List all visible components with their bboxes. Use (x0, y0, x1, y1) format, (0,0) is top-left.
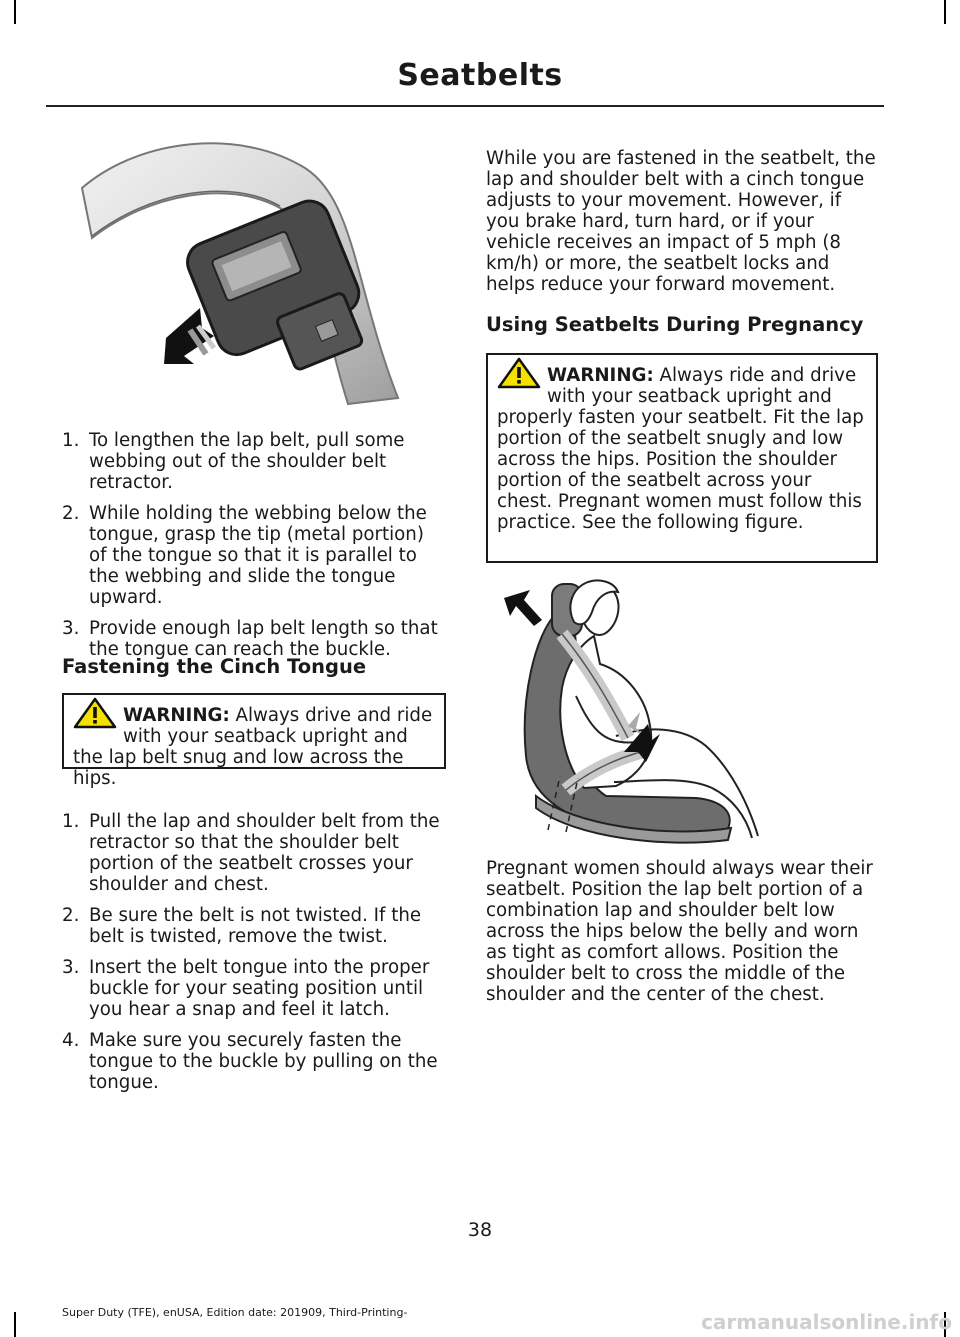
title-divider (46, 105, 884, 107)
cinch-tongue-figure (80, 128, 410, 418)
crop-mark (14, 0, 16, 24)
page-title: Seatbelts (397, 58, 563, 93)
watermark: carmanualsonline.info (701, 1310, 952, 1334)
pregnancy-warning-box: WARNING: Always ride and drive with your seatback upright and properly fasten your seatbelt. Fit the lap portion of the seatbelt snugly and low across the hips. Position the shoulder portion of the seatbelt across your chest. Pregnant women must follow this practice. See the following figure. (486, 353, 878, 563)
list-item: 4. Make sure you securely fasten the tongue to the buckle by pulling on the tongue. (62, 1030, 438, 1093)
pregnancy-seatbelt-figure (496, 576, 786, 846)
list-item: 2. While holding the webbing below the tongue, grasp the tip (metal portion) of the tongue so that it is parallel to the webbing and slide the tongue upward. (62, 503, 427, 608)
list-item: 3. Insert the belt tongue into the proper buckle for your seating position until you hear a snap and feel it latch. (62, 957, 430, 1020)
cinch-warning-box: WARNING: Always drive and ride with your seatback upright and the lap belt snug and low across the hips. (62, 693, 446, 769)
intro-paragraph: While you are fastened in the seatbelt, the lap and shoulder belt with a cinch tongue adjusts to your movement. However, if you brake hard, turn hard, or if your vehicle receives an impact of 5 mph (8 km/h) or more, the seatbelt locks and helps reduce your forward movement. (486, 148, 876, 295)
warning-icon (497, 357, 541, 389)
list-item: 3. Provide enough lap belt length so that the tongue can reach the buckle. (62, 618, 438, 660)
page-number: 38 (467, 1219, 493, 1241)
crop-mark (944, 0, 946, 24)
cinch-steps (62, 811, 447, 1093)
edition-info: Super Duty (TFE), enUSA, Edition date: 201909, Third-Printing- (62, 1306, 408, 1319)
list-item: 1. To lengthen the lap belt, pull some webbing out of the shoulder belt retractor. (62, 430, 405, 493)
list-item: 2. Be sure the belt is not twisted. If the belt is twisted, remove the twist. (62, 905, 422, 947)
crop-mark (14, 1312, 16, 1337)
warning-icon (73, 697, 117, 729)
pregnancy-heading: Using Seatbelts During Pregnancy (486, 313, 864, 336)
cinch-heading: Fastening the Cinch Tongue (62, 655, 367, 678)
lengthen-steps (62, 430, 447, 660)
pregnancy-paragraph: Pregnant women should always wear their seatbelt. Position the lap belt portion of a combination lap and shoulder belt low across the hips below the belly and worn as tight as comfort allows. Position the shoulder belt to cross the middle of the shoulder and the center of the chest. (486, 858, 873, 1005)
list-item: 1. Pull the lap and shoulder belt from the retractor so that the shoulder belt portion of the seatbelt crosses your shoulder and chest. (62, 811, 440, 895)
